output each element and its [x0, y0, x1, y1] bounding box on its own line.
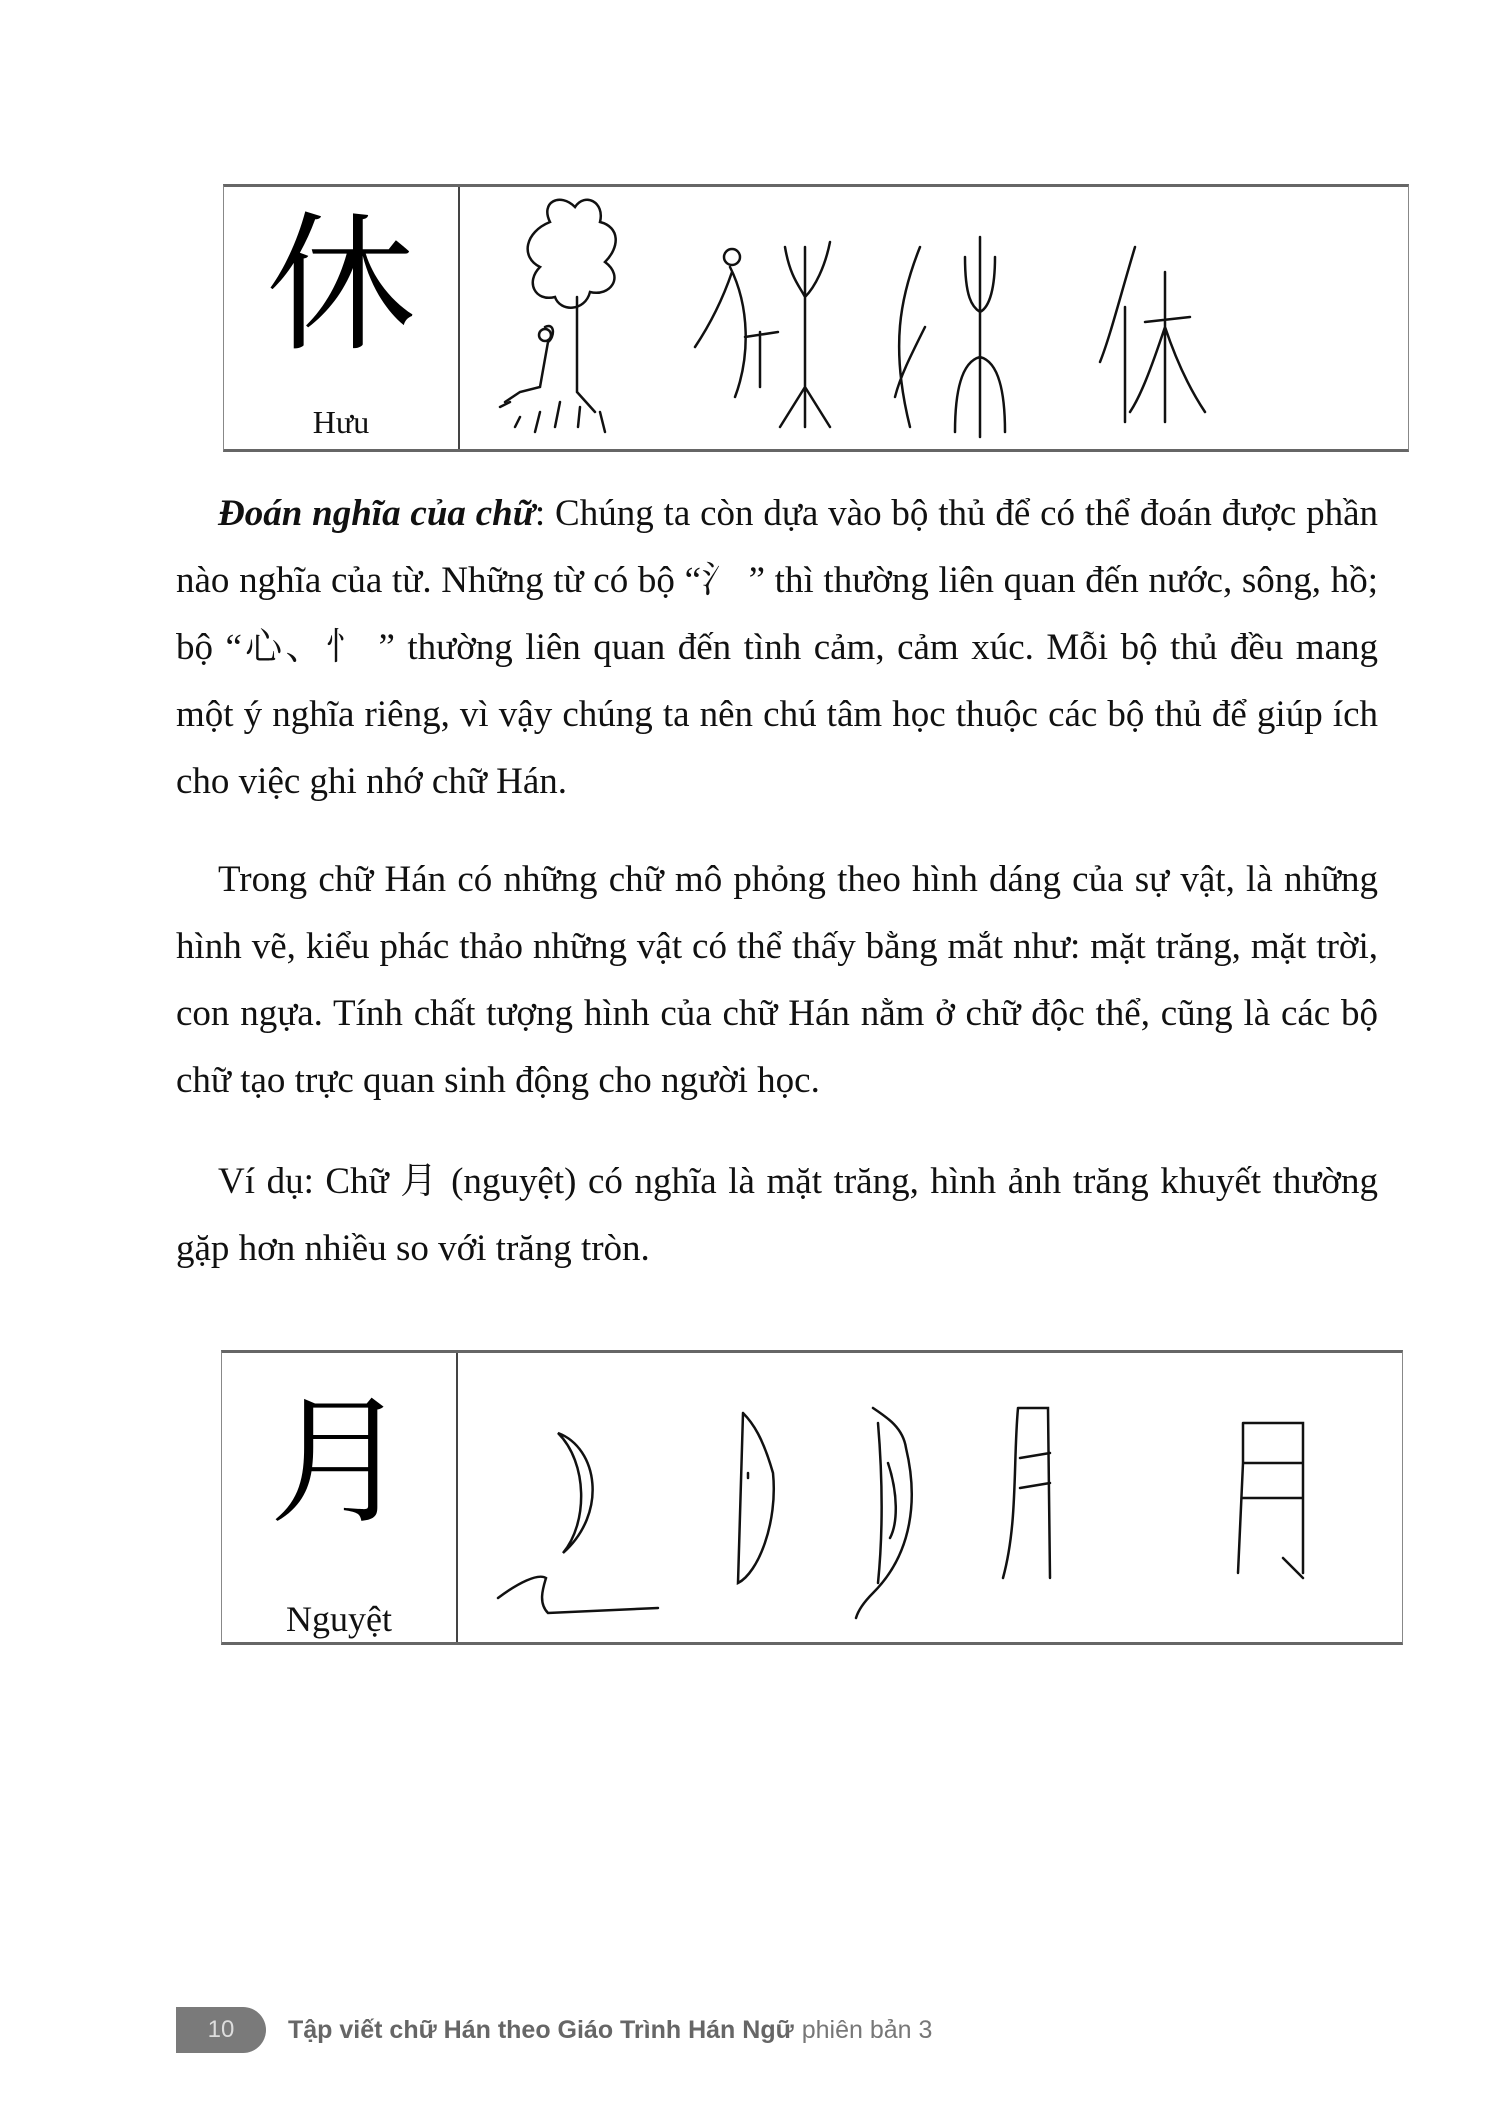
- paragraph-text: : Chúng ta còn dựa vào bộ thủ để có thể đoán được phần nào nghĩa của từ. Những từ có bộ “氵 ” thì thường liên quan đến nước, sông, hồ; bộ “心、忄 ” thường liên quan đến tình cảm, cảm xúc. Mỗi bộ thủ đều mang một ý nghĩa riêng, vì vậy chúng ta nên chú tâm học thuộc các bộ thủ để giúp ích cho việc ghi nhớ chữ Hán.: [176, 493, 1378, 802]
- evolution-drawings: [460, 187, 1408, 449]
- paragraph-pictographs: [176, 846, 1378, 1114]
- bold-lead-term: Đoán nghĩa của chữ: [218, 493, 535, 534]
- character-label: Nguyệt: [286, 1599, 392, 1639]
- character-cell: [222, 1353, 458, 1642]
- page-number: 10: [176, 2007, 266, 2053]
- moon-evolution-illustration-icon: [458, 1353, 1402, 1642]
- book-edition: phiên bản 3: [801, 2015, 933, 2044]
- paragraph-text: Trong chữ Hán có những chữ mô phỏng theo hình dáng của sự vật, là những hình vẽ, kiểu phác thảo những vật có thể thấy bằng mắt như: mặt trăng, mặt trời, con ngựa. Tính chất tượng hình của chữ Hán nằm ở chữ độc thể, cũng là các bộ chữ tạo trực quan sinh động cho người học.: [176, 859, 1378, 1101]
- paragraph-guess-meaning: [176, 480, 1378, 815]
- character-label: Hưu: [312, 404, 370, 440]
- evolution-illustration-icon: [460, 187, 1408, 449]
- page-footer: [176, 2007, 932, 2053]
- figure-character-yue: [221, 1350, 1403, 1645]
- evolution-drawings: [458, 1353, 1402, 1642]
- character-cell: [224, 187, 460, 449]
- main-character: 月: [268, 1381, 409, 1544]
- paragraph-example: [176, 1148, 1378, 1282]
- main-character: 休: [265, 199, 416, 373]
- figure-character-xiu: [223, 184, 1409, 452]
- book-title: Tập viết chữ Hán theo Giáo Trình Hán Ngữ: [288, 2015, 794, 2044]
- paragraph-text: Ví dụ: Chữ 月 (nguyệt) có nghĩa là mặt trăng, hình ảnh trăng khuyết thường gặp hơn nhiều so với trăng tròn.: [176, 1161, 1378, 1269]
